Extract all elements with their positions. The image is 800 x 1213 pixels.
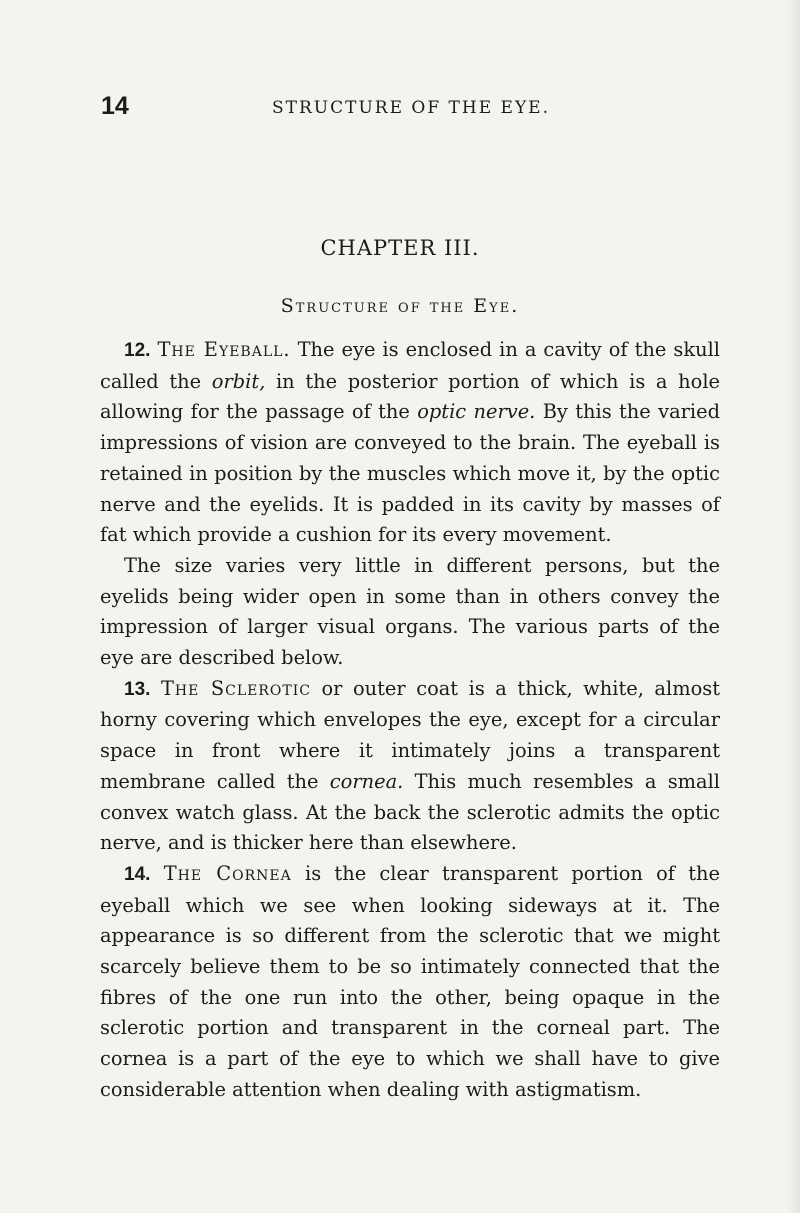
- term-optic-nerve: optic nerve.: [417, 400, 536, 424]
- paragraph-heading: The Eyeball.: [157, 338, 291, 361]
- paragraph-number: 12.: [124, 340, 151, 361]
- paragraph-text: The size varies very little in different persons, but the eyelids being wider open in some than in others convey the impression of larger visual organs. The various parts of the eye are described below.: [100, 553, 720, 670]
- paragraph-text: By this the varied impressions of vision are conveyed to the brain. The eyeball is retained in position by the muscles which move it, by the optic nerve and the eyelids. It is padded in its cavity by masses of fat which provide a cushion for its every movement.: [100, 400, 720, 547]
- chapter-title: CHAPTER III.: [320, 236, 480, 260]
- paragraph-text: in the posterior portion of which is a hole allowing for the passage of the: [100, 369, 720, 424]
- page-number: 14: [101, 92, 129, 120]
- paragraph-text: This much resembles a small convex watch glass. At the back the sclerotic admits the optic nerve, and is thicker here than elsewhere.: [100, 769, 720, 855]
- body-text: [100, 335, 720, 1106]
- paragraph-text: The eye is enclosed in a cavity of the skull called the: [100, 338, 720, 393]
- term-orbit: orbit,: [211, 369, 266, 393]
- paragraph-heading: The Cornea: [163, 861, 292, 885]
- paragraph-13: [100, 674, 720, 859]
- paragraph-text: or outer coat is a thick, white, almost horny covering which envelopes the eye, except for a circular space in front where it intimately joins a transparent membrane called the: [100, 676, 720, 793]
- running-head: [101, 92, 681, 124]
- paragraph-14: [100, 859, 720, 1106]
- paragraph-heading: The Sclerotic: [160, 676, 311, 700]
- paragraph-12: [100, 335, 720, 551]
- paragraph-number: 14.: [124, 863, 151, 885]
- section-title: Structure of the Eye.: [280, 295, 520, 317]
- running-title: STRUCTURE OF THE EYE.: [272, 98, 550, 118]
- page-edge-shadow: [786, 0, 800, 1213]
- paragraph-number: 13.: [124, 678, 151, 700]
- paragraph-size: [100, 551, 720, 674]
- paragraph-text: is the clear transparent portion of the eyeball which we see when looking sideways at it. The appearance is so different from the sclerotic that we might scarcely believe them to be so intimately connected that the fibres of the one run into the other, being opaque in the sclerotic portion and transparent in the corneal part. The cornea is a part of the eye to which we shall have to give considerable attention when dealing with astigmatism.: [100, 861, 720, 1101]
- term-cornea: cornea.: [329, 769, 404, 793]
